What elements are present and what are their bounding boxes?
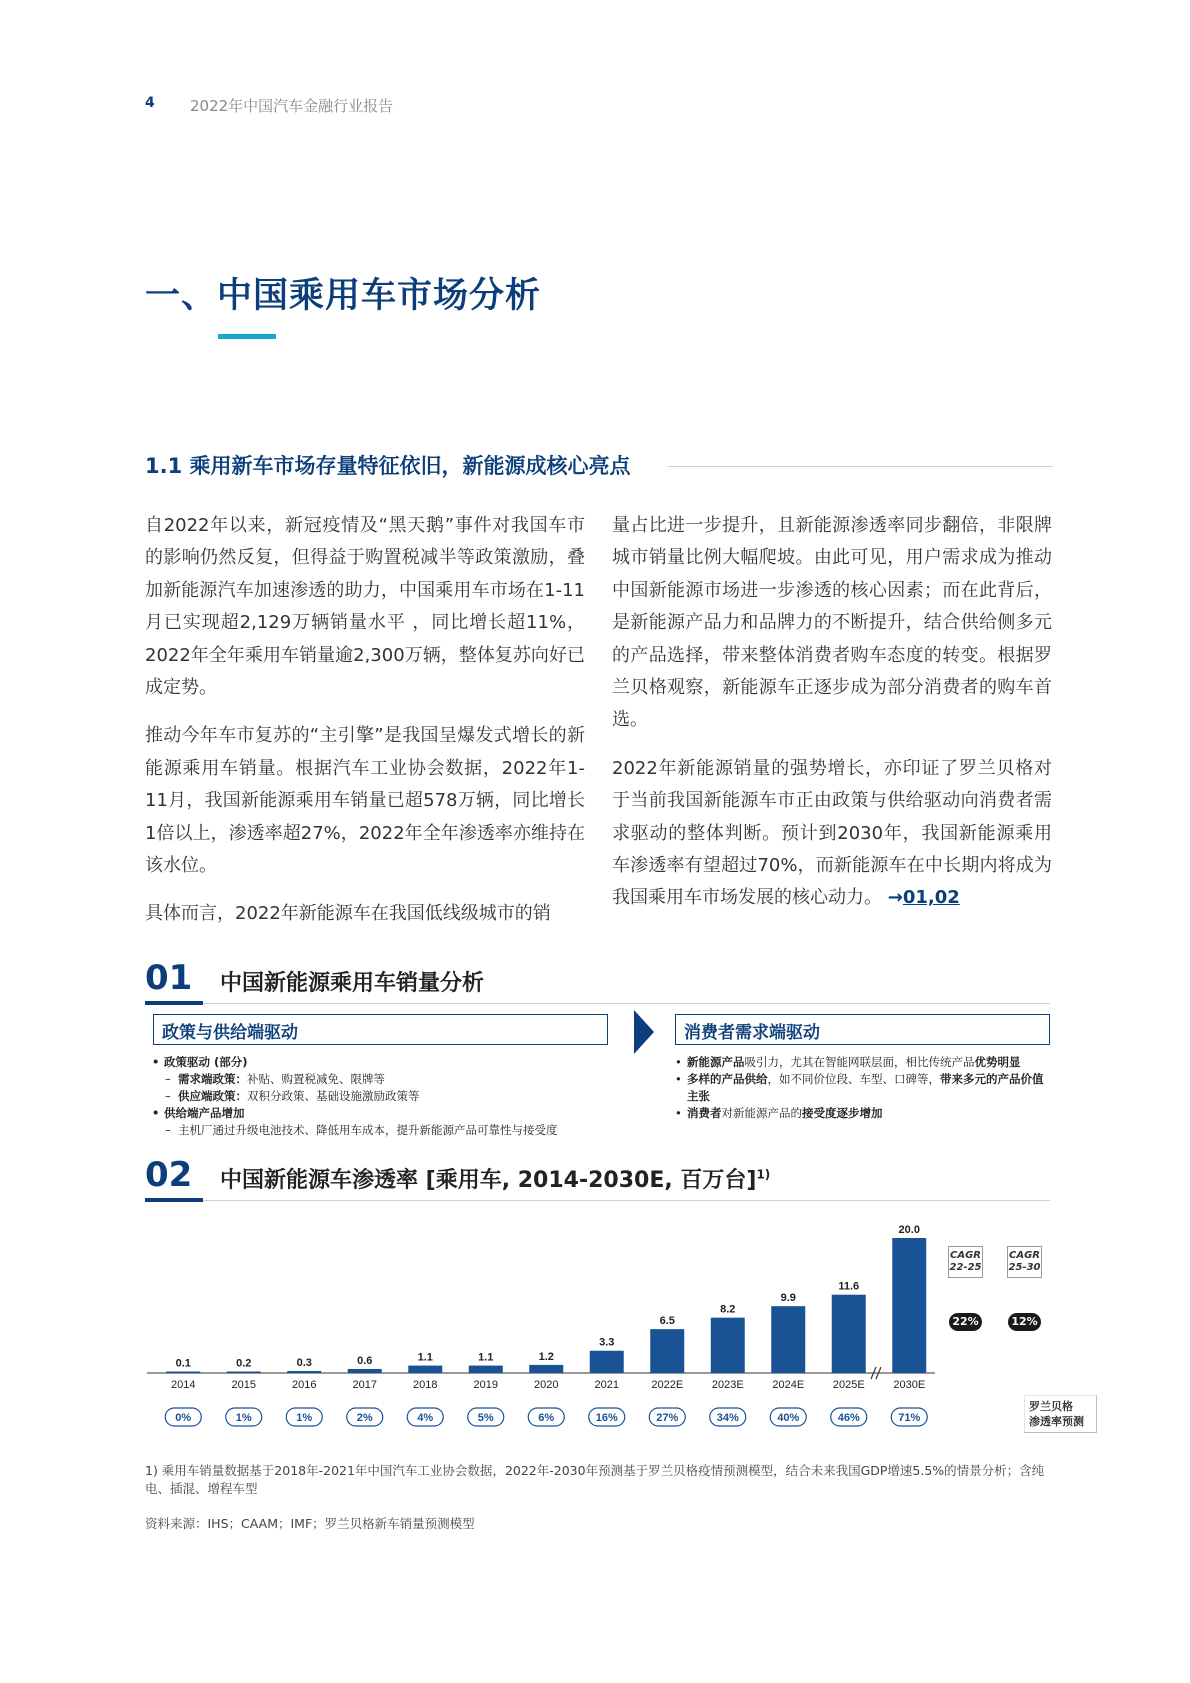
x-tick-label: 2020 <box>534 1379 559 1391</box>
chapter-title: 一、中国乘用车市场分析 <box>145 276 542 316</box>
chapter-underline <box>218 334 276 339</box>
x-tick-label: 2021 <box>594 1379 619 1391</box>
page-number: 4 <box>145 95 155 111</box>
bar-value-label: 0.2 <box>236 1357 252 1370</box>
paragraph: 推动今年车市复苏的“主引擎”是我国呈爆发式增长的新能源乘用车销量。根据汽车工业协会数据，2022年1-11月，我国新能源乘用车销量已超578万辆，同比增长1倍以上，渗透率超27%，2022年全年渗透率亦维持在该水位。 <box>145 725 585 877</box>
penetration-value: 0% <box>175 1412 192 1424</box>
x-tick-label: 2017 <box>352 1379 377 1391</box>
bar-value-label: 9.9 <box>780 1292 796 1305</box>
list-subitem: – 主机厂通过升级电池技术、降低用车成本，提升新能源产品可靠性与接受度 <box>152 1122 622 1139</box>
penetration-value: 40% <box>777 1412 800 1424</box>
penetration-value: 46% <box>837 1412 860 1424</box>
body-left-column <box>145 510 585 931</box>
bar-value-label: 0.1 <box>175 1357 191 1370</box>
bar <box>348 1369 382 1373</box>
bar <box>771 1306 805 1373</box>
chevron-right-icon <box>634 1010 654 1054</box>
x-tick-label: 2022E <box>651 1379 684 1391</box>
bar-value-label: 0.3 <box>296 1356 312 1369</box>
cagr-header-22-25: CAGR 22-25 <box>948 1246 983 1278</box>
consumer-demand-list <box>675 1054 1053 1122</box>
source-note: 资料来源：IHS；CAAM；IMF；罗兰贝格新车销量预测模型 <box>145 1516 475 1531</box>
list-item: • 供给端产品增加 <box>152 1105 622 1122</box>
figure-2-title: 中国新能源车渗透率 [乘用车, 2014-2030E, 百万台]$^{1)}$ <box>220 1167 771 1193</box>
x-tick-label: 2018 <box>413 1379 438 1391</box>
bar <box>650 1329 684 1373</box>
bar <box>166 1372 200 1374</box>
bar <box>227 1372 261 1374</box>
x-tick-label: 2014 <box>171 1379 196 1391</box>
bar-value-label: 20.0 <box>898 1224 920 1236</box>
list-item: • 政策驱动 (部分) <box>152 1054 622 1071</box>
figure-2-number: 02 <box>145 1155 193 1195</box>
penetration-value: 1% <box>296 1412 313 1424</box>
bar-value-label: 6.5 <box>659 1315 675 1328</box>
paragraph-text: 2022年新能源销量的强势增长，亦印证了罗兰贝格对于当前我国新能源车市正由政策与供给驱动向消费者需求驱动的整体判断。预计到2030年，我国新能源乘用车渗透率有望超过70%，而新能源车在中长期内将成为我国乘用车市场发展的核心动力。 <box>612 757 1052 909</box>
list-item: • 多样的产品供给，如不同价位段、车型、口碑等，带来多元的产品价值主张 <box>675 1071 1053 1105</box>
list-subitem: – 需求端政策：补贴、购置税减免、限牌等 <box>152 1071 622 1088</box>
list-subitem: – 供应端政策：双积分政策、基础设施激励政策等 <box>152 1088 622 1105</box>
bar-value-label: 1.1 <box>478 1351 494 1364</box>
bar-value-label: 0.6 <box>357 1354 373 1367</box>
cagr-value-25-30: 12% <box>1008 1313 1041 1331</box>
bar-value-label: 3.3 <box>599 1336 615 1349</box>
figure-2-rule-accent <box>145 1198 203 1202</box>
paragraph: 具体而言，2022年新能源车在我国低线级城市的销 <box>145 903 551 925</box>
list-item: • 新能源产品吸引力，尤其在智能网联层面，相比传统产品优势明显 <box>675 1054 1053 1071</box>
footnote: 1) 乘用车销量数据基于2018年-2021年中国汽车工业协会数据，2022年-2030年预测基于罗兰贝格疫情预测模型，结合未来我国GDP增速5.5%的情景分析；含纯电、插混、增程车型 <box>145 1463 1045 1496</box>
penetration-value: 34% <box>716 1412 739 1424</box>
penetration-value: 2% <box>356 1412 373 1424</box>
bar <box>590 1351 624 1373</box>
bar <box>832 1295 866 1373</box>
bar-value-label: 1.1 <box>417 1351 433 1364</box>
policy-supply-box-title: 政策与供给端驱动 <box>153 1014 608 1045</box>
bar <box>711 1318 745 1373</box>
body-right-column <box>612 510 1052 915</box>
x-tick-label: 2030E <box>893 1379 926 1391</box>
x-tick-label: 2025E <box>832 1379 865 1391</box>
penetration-value: 6% <box>538 1412 555 1424</box>
x-tick-label: 2024E <box>772 1379 805 1391</box>
cagr-value-22-25: 22% <box>949 1313 982 1331</box>
consumer-demand-box-title: 消费者需求端驱动 <box>675 1014 1050 1045</box>
bar <box>892 1238 926 1373</box>
report-title: 2022年中国汽车金融行业报告 <box>190 97 394 115</box>
penetration-value: 5% <box>477 1412 494 1424</box>
paragraph: 量占比进一步提升，且新能源渗透率同步翻倍，非限牌城市销量比例大幅爬坡。由此可见，用户需求成为推动中国新能源市场进一步渗透的核心因素；而在此背后，是新能源产品力和品牌力的不断提升，结合供给侧多元的产品选择，带来整体消费者购车态度的转变。根据罗兰贝格观察，新能源车正逐步成为部分消费者的购车首选。 <box>612 515 1052 731</box>
bar-value-label: 11.6 <box>838 1280 860 1293</box>
paragraph: 自2022年以来，新冠疫情及“黑天鹅”事件对我国车市的影响仍然反复，但得益于购置税减半等政策激励，叠加新能源汽车加速渗透的助力，中国乘用车市场在1-11月已实现超2,129万辆销量水平 ，同比增长超11%，2022年全年乘用车销量逾2,300万辆，整体复苏向好已成定势。 <box>145 515 585 699</box>
bar <box>408 1366 442 1373</box>
figure-1-rule <box>145 1003 1050 1004</box>
bar <box>469 1366 503 1373</box>
x-tick-label: 2016 <box>292 1379 317 1391</box>
penetration-value: 16% <box>595 1412 618 1424</box>
list-item: • 消费者对新能源产品的接受度逐步增加 <box>675 1105 1053 1122</box>
policy-supply-list <box>152 1054 622 1139</box>
penetration-value: 1% <box>235 1412 252 1424</box>
x-tick-label: 2019 <box>473 1379 498 1391</box>
x-tick-label: 2023E <box>711 1379 744 1391</box>
bar-value-label: 1.2 <box>538 1350 554 1363</box>
ev-sales-chart-svg <box>145 1215 1070 1440</box>
figure-1-title: 中国新能源乘用车销量分析 <box>220 971 485 996</box>
section-rule <box>668 466 1053 467</box>
bar <box>529 1365 563 1373</box>
figure-1-rule-accent <box>145 1001 203 1005</box>
penetration-value: 27% <box>656 1412 679 1424</box>
penetration-forecast-label: 罗兰贝格 渗透率预测 <box>1024 1395 1097 1433</box>
footnote-marker: 1) <box>756 1167 771 1182</box>
penetration-value: 71% <box>898 1412 921 1424</box>
x-tick-label: 2015 <box>231 1379 256 1391</box>
arrow-right-icon: → <box>887 887 903 909</box>
section-title: 1.1 乘用新车市场存量特征依旧，新能源成核心亮点 <box>145 454 631 478</box>
bar <box>287 1371 321 1373</box>
figure-1-number: 01 <box>145 958 193 998</box>
figure-2-rule <box>145 1200 1050 1201</box>
paragraph <box>612 753 1052 915</box>
ev-sales-chart <box>145 1215 1070 1440</box>
penetration-value: 4% <box>417 1412 434 1424</box>
cagr-header-25-30: CAGR 25-30 <box>1007 1246 1042 1278</box>
figure-reference-link[interactable]: 01,02 <box>902 887 960 909</box>
bar-value-label: 8.2 <box>720 1303 736 1316</box>
